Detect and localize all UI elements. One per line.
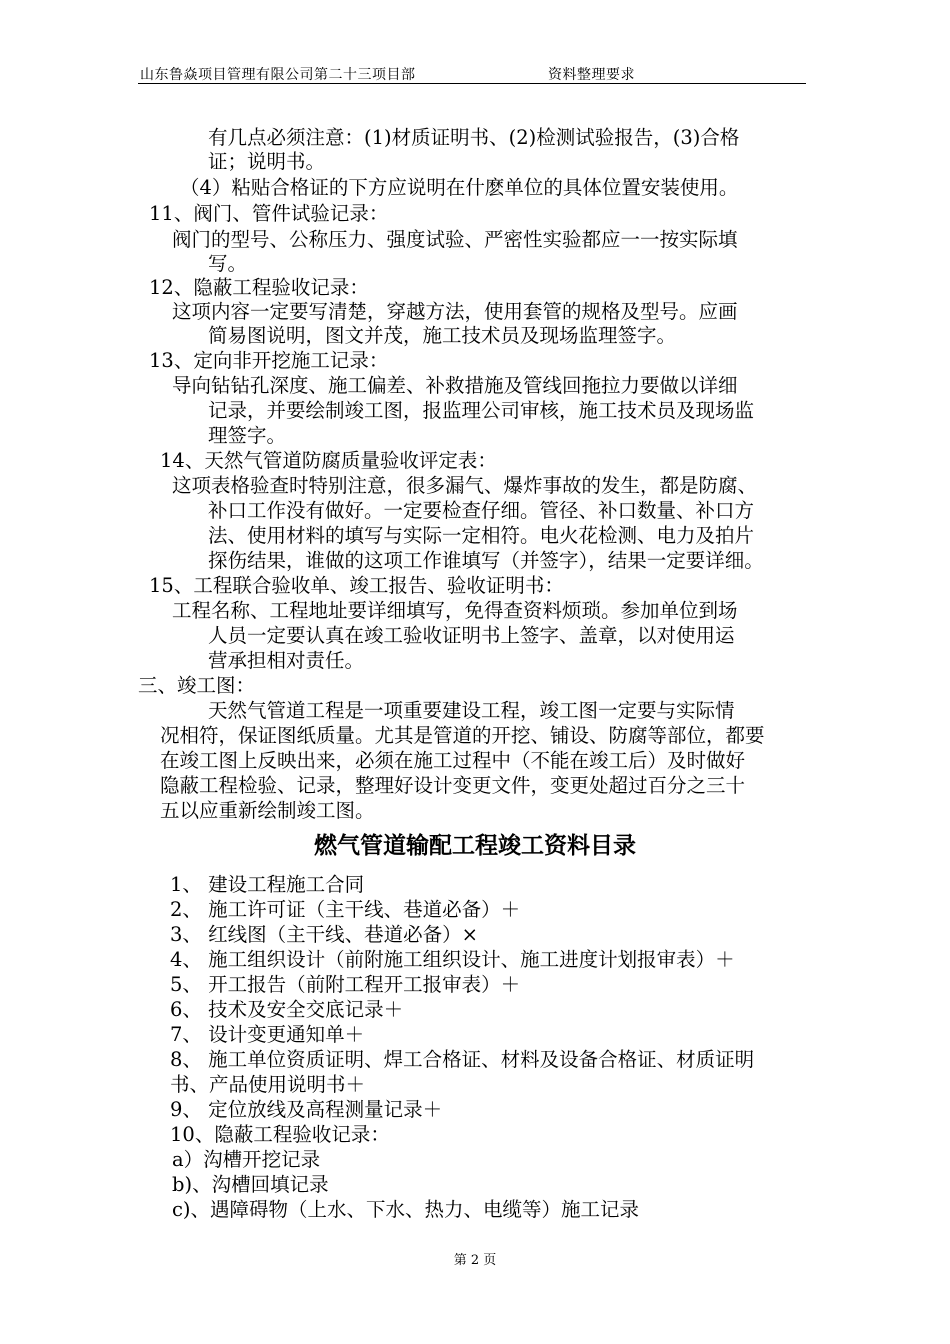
catalog-item: 8、 施工单位资质证明、焊工合格证、材料及设备合格证、材质证明	[170, 1048, 755, 1071]
page-number: 第 2 页	[453, 1253, 497, 1268]
body-line: 工程名称、工程地址要详细填写，免得查资料烦琐。参加单位到场	[172, 599, 738, 622]
body-line: 隐蔽工程检验、记录，整理好设计变更文件，变更处超过百分之三十	[160, 774, 746, 797]
body-line: 况相符，保证图纸质量。尤其是管道的开挖、铺设、防腐等部位，都要	[160, 724, 765, 747]
catalog-title: 燃气管道输配工程竣工资料目录	[314, 833, 636, 859]
catalog-item: 3、 红线图（主干线、巷道必备）×	[170, 923, 478, 946]
body-line: 这项内容一定要写清楚，穿越方法，使用套管的规格及型号。应画	[172, 300, 738, 323]
body-line: 这项表格验查时特别注意，很多漏气、爆炸事故的发生，都是防腐、	[172, 474, 758, 497]
body-line: 补口工作没有做好。一定要检查仔细。管径、补口数量、补口方	[208, 499, 755, 522]
section-heading-12: 12、隐蔽工程验收记录：	[149, 276, 369, 299]
header-section-title: 资料整理要求	[548, 67, 635, 83]
header-rule	[138, 83, 806, 84]
body-line: 简易图说明，图文并茂，施工技术员及现场监理签字。	[208, 324, 677, 347]
catalog-subitem: c)、遇障碍物（上水、下水、热力、电缆等）施工记录	[172, 1198, 640, 1221]
body-line: 有几点必须注意：(1)材质证明书、(2)检测试验报告，(3)合格	[208, 126, 740, 149]
section-heading-11: 11、阀门、管件试验记录：	[149, 202, 389, 225]
catalog-item: 9、 定位放线及高程测量记录＋	[170, 1098, 443, 1121]
section-heading-14: 14、天然气管道防腐质量验收评定表：	[160, 449, 497, 472]
catalog-item: 6、 技术及安全交底记录＋	[170, 998, 404, 1021]
section-heading-13: 13、定向非开挖施工记录：	[149, 349, 389, 372]
body-line: 记录，并要绘制竣工图，报监理公司审核，施工技术员及现场监	[208, 399, 755, 422]
body-line: 人员一定要认真在竣工验收证明书上签字、盖章，以对使用运	[208, 624, 735, 647]
body-line: 营承担相对责任。	[208, 649, 365, 672]
body-line: 证；说明书。	[208, 150, 326, 173]
body-line: 理签字。	[208, 424, 287, 447]
catalog-item: 7、 设计变更通知单＋	[170, 1023, 365, 1046]
body-line: 五以应重新绘制竣工图。	[160, 799, 375, 822]
body-line: 探伤结果，谁做的这项工作谁填写（并签字），结果一定要详细。	[208, 549, 764, 572]
catalog-item: 10、隐蔽工程验收记录：	[170, 1123, 390, 1146]
body-line: 在竣工图上反映出来，必须在施工过程中（不能在竣工后）及时做好	[160, 749, 746, 772]
catalog-item: 4、 施工组织设计（前附施工组织设计、施工进度计划报审表）＋	[170, 948, 735, 971]
catalog-subitem: b)、沟槽回填记录	[172, 1173, 329, 1196]
body-line: 写。	[208, 252, 248, 275]
catalog-subitem: a）沟槽开挖记录	[172, 1148, 321, 1171]
body-line: （4）粘贴合格证的下方应说明在什麽单位的具体位置安装使用。	[180, 176, 739, 199]
body-line: 法、使用材料的填写与实际一定相符。电火花检测、电力及拍片	[208, 524, 755, 547]
section-heading-3: 三、竣工图：	[138, 674, 256, 697]
header-company: 山东鲁焱项目管理有限公司第二十三项目部	[140, 67, 416, 83]
body-line: 导向钻钻孔深度、施工偏差、补救措施及管线回拖拉力要做以详细	[172, 374, 738, 397]
section-heading-15: 15、工程联合验收单、竣工报告、验收证明书：	[149, 574, 564, 597]
catalog-item: 1、 建设工程施工合同	[170, 873, 365, 896]
body-line: 天然气管道工程是一项重要建设工程，竣工图一定要与实际情	[208, 699, 735, 722]
catalog-item: 5、 开工报告（前附工程开工报审表）＋	[170, 973, 521, 996]
catalog-item: 2、 施工许可证（主干线、巷道必备）＋	[170, 898, 521, 921]
body-line: 阀门的型号、公称压力、强度试验、严密性实验都应一一按实际填	[172, 228, 738, 251]
catalog-item: 书、产品使用说明书＋	[170, 1073, 366, 1096]
